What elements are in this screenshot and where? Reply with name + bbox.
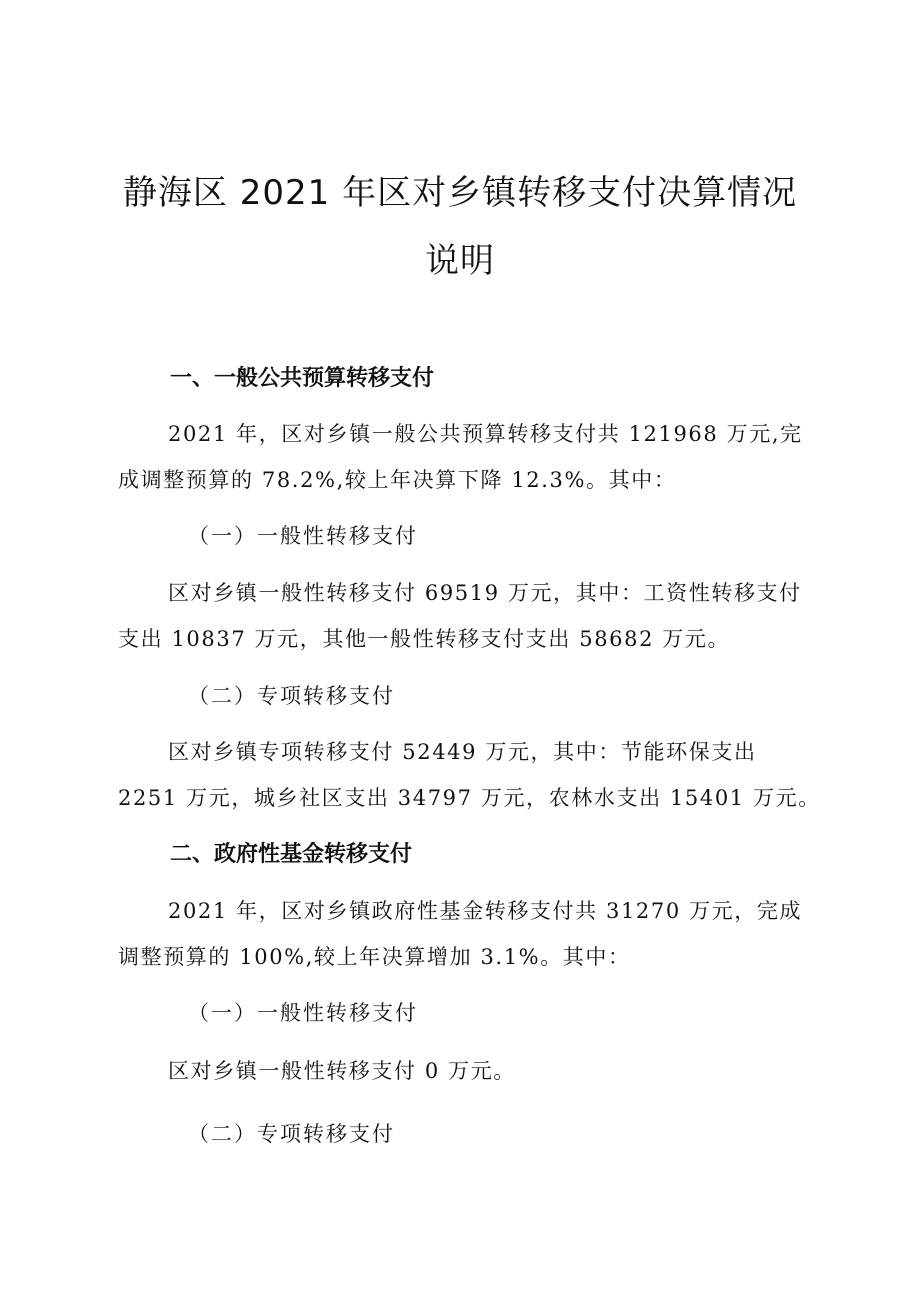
subsection-heading-special-transfer: （二）专项转移支付 [188,1122,395,1146]
subsection-heading-special-transfer: （二）专项转移支付 [188,684,395,708]
paragraph-line: 支出 10837 万元，其他一般性转移支付支出 58682 万元。 [118,627,731,651]
paragraph-line: 区对乡镇一般性转移支付 0 万元。 [168,1059,516,1083]
subsection-heading-general-transfer: （一）一般性转移支付 [188,524,418,548]
document-title-continued: 说明 [425,241,495,281]
paragraph-line: 区对乡镇一般性转移支付 69519 万元，其中：工资性转移支付 [168,581,802,605]
paragraph-line: 2251 万元，城乡社区支出 34797 万元，农林水支出 15401 万元。 [118,786,821,810]
document-title: 静海区 2021 年区对乡镇转移支付决算情况 [122,173,798,213]
subsection-heading-general-transfer: （一）一般性转移支付 [188,1001,418,1025]
section-heading-government-fund: 二、政府性基金转移支付 [170,842,413,867]
section-intro-line: 成调整预算的 78.2%,较上年决算下降 12.3%。其中： [118,468,677,492]
section-heading-general-budget: 一、一般公共预算转移支付 [170,366,435,391]
section-intro-line: 2021 年，区对乡镇一般公共预算转移支付共 121968 万元,完 [168,422,803,446]
section-intro-line: 2021 年，区对乡镇政府性基金转移支付共 31270 万元，完成 [168,899,803,923]
section-intro-line: 调整预算的 100%,较上年决算增加 3.1%。其中： [118,945,631,969]
paragraph-line: 区对乡镇专项转移支付 52449 万元，其中：节能环保支出 [168,740,757,764]
